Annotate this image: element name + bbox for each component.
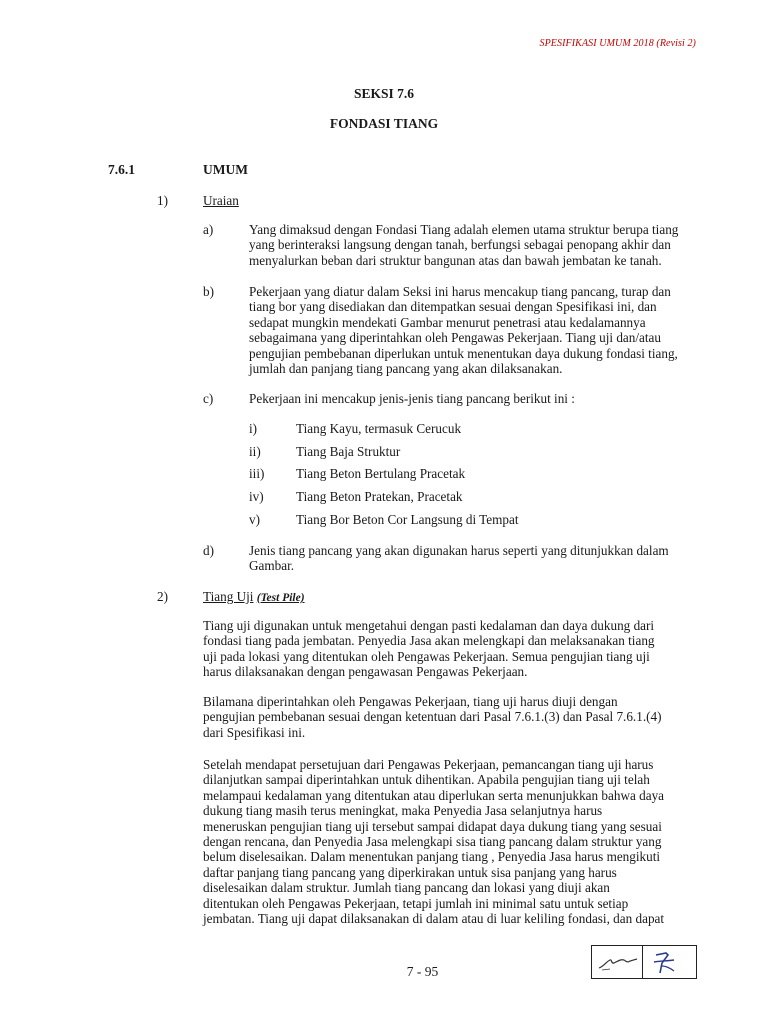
text-line: Tiang uji digunakan untuk mengetahui dengan pasti kedalaman dan daya dukung dari <box>203 618 655 633</box>
item-c-label: c) <box>203 391 214 406</box>
clause-2-title-main: Tiang Uji <box>203 589 254 604</box>
list-item-number: v) <box>249 512 260 527</box>
list-item-number: iii) <box>249 466 265 481</box>
text-line: ditentukan oleh Pengawas Pekerjaan, tetapi jumlah ini minimal satu untuk setiap <box>203 895 629 911</box>
clause-2-number: 2) <box>157 589 168 604</box>
text-line: dukung tiang masih terus meningkat, maka Penyedia Jasa selanjutnya harus <box>203 803 603 819</box>
text-line: jumlah dan panjang tiang pancang yang akan dilaksanakan. <box>249 361 563 377</box>
section-title: FONDASI TIANG <box>329 116 439 131</box>
page-number: 7 - 95 <box>406 964 439 979</box>
text-line: tiang bor yang disediakan dan ditempatkan sesuai dengan Spesifikasi ini, dan <box>249 299 657 315</box>
section-number: SEKSI 7.6 <box>353 86 415 101</box>
item-b-text <box>249 284 696 376</box>
text-line: daftar panjang tiang pancang yang diperkirakan untuk sisa panjang yang harus <box>203 864 617 880</box>
text-line: fondasi tiang pada jembatan. Penyedia Jasa akan melengkapi dan melaksanakan tiang <box>203 633 655 649</box>
text-line: menyalurkan beban dari struktur bangunan atas dan bawah jembatan ke tanah. <box>249 252 662 268</box>
initials-box-divider <box>642 946 643 978</box>
list-item-text: Tiang Kayu, termasuk Cerucuk <box>296 421 462 436</box>
text-line: Pekerjaan yang diatur dalam Seksi ini harus mencakup tiang pancang, turap dan <box>249 284 671 299</box>
list-item-number: iv) <box>249 489 264 504</box>
clause-1-number: 1) <box>157 193 168 208</box>
clause-2-title <box>203 589 305 606</box>
item-a-text <box>249 222 696 268</box>
item-a-label: a) <box>203 222 214 237</box>
item-d-text <box>249 543 696 574</box>
list-item-text: Tiang Baja Struktur <box>296 444 401 459</box>
signature-mark-left <box>596 950 640 974</box>
text-line: pengujian pembebanan diperlukan untuk menentukan daya dukung fondasi tiang, <box>249 345 678 361</box>
clause-1-title: Uraian <box>203 193 239 208</box>
text-line: pengujian pembebanan sesuai dengan ketentuan dari Pasal 7.6.1.(3) dan Pasal 7.6.1.(4) <box>203 709 662 725</box>
initials-box <box>591 945 697 979</box>
text-line: Bilamana diperintahkan oleh Pengawas Pekerjaan, tiang uji harus diuji dengan <box>203 694 618 709</box>
paragraph-driving-procedure <box>203 757 696 926</box>
paragraph-test-pile-purpose <box>203 618 696 680</box>
text-line: harus dilaksanakan dengan pengawasan Pengawas Pekerjaan. <box>203 664 528 680</box>
text-line: diselesaikan dalam struktur. Jumlah tiang pancang dan lokasi yang diuji akan <box>203 880 610 896</box>
subsection-number: 7.6.1 <box>108 162 135 177</box>
paragraph-load-testing <box>203 694 696 740</box>
text-line: dengan rencana, dan Penyedia Jasa melengkapi sisa tiang pancang dalam struktur yang <box>203 834 662 850</box>
text-line: Setelah mendapat persetujuan dari Pengawas Pekerjaan, pemancangan tiang uji harus <box>203 757 654 772</box>
item-c-text: Pekerjaan ini mencakup jenis-jenis tiang pancang berikut ini : <box>249 391 575 406</box>
list-item-text: Tiang Bor Beton Cor Langsung di Tempat <box>296 512 519 527</box>
signature-mark-right <box>648 949 692 975</box>
text-line: meneruskan pengujian tiang uji tersebut sampai didapat daya dukung tiang yang sesuai <box>203 818 662 834</box>
item-d-label: d) <box>203 543 214 558</box>
list-item-number: i) <box>249 421 258 436</box>
text-line: belum diselesaikan. Dalam menentukan panjang tiang , Penyedia Jasa harus mengikuti <box>203 849 661 865</box>
text-line: sebagaimana yang diperintahkan oleh Pengawas Pekerjaan. Tiang uji dan/atau <box>249 330 661 346</box>
text-line: jembatan. Tiang uji dapat dilaksanakan di dalam atau di luar keliling fondasi, dan dapat <box>203 911 665 927</box>
item-b-label: b) <box>203 284 214 299</box>
text-line: yang berinteraksi langsung dengan tanah, berfungsi sebagai penopang akhir dan <box>249 237 671 253</box>
list-item-number: ii) <box>249 444 261 459</box>
text-line: dari Spesifikasi ini. <box>203 724 306 740</box>
text-line: Jenis tiang pancang yang akan digunakan harus seperti yang ditunjukkan dalam <box>249 543 669 558</box>
subsection-title: UMUM <box>203 162 248 177</box>
text-line: Gambar. <box>249 558 295 574</box>
clause-2-title-english: (Test Pile) <box>256 592 305 604</box>
text-line: Yang dimaksud dengan Fondasi Tiang adalah elemen utama struktur berupa tiang <box>249 222 679 237</box>
text-line: sedapat mungkin mendekati Gambar menurut penetrasi atau kedalamannya <box>249 314 646 330</box>
list-item-text: Tiang Beton Bertulang Pracetak <box>296 466 466 481</box>
text-line: uji pada lokasi yang ditentukan oleh Pengawas Pekerjaan. Semua pengujian tiang uji <box>203 648 650 664</box>
list-item-text: Tiang Beton Pratekan, Pracetak <box>296 489 463 504</box>
text-line: dilanjutkan sampai diperintahkan untuk dihentikan. Apabila pengujian tiang uji telah <box>203 772 650 788</box>
running-header: SPESIFIKASI UMUM 2018 (Revisi 2) <box>539 38 696 49</box>
text-line: melampaui kedalaman yang ditentukan atau diperlukan serta menunjukkan bahwa daya <box>203 787 665 803</box>
